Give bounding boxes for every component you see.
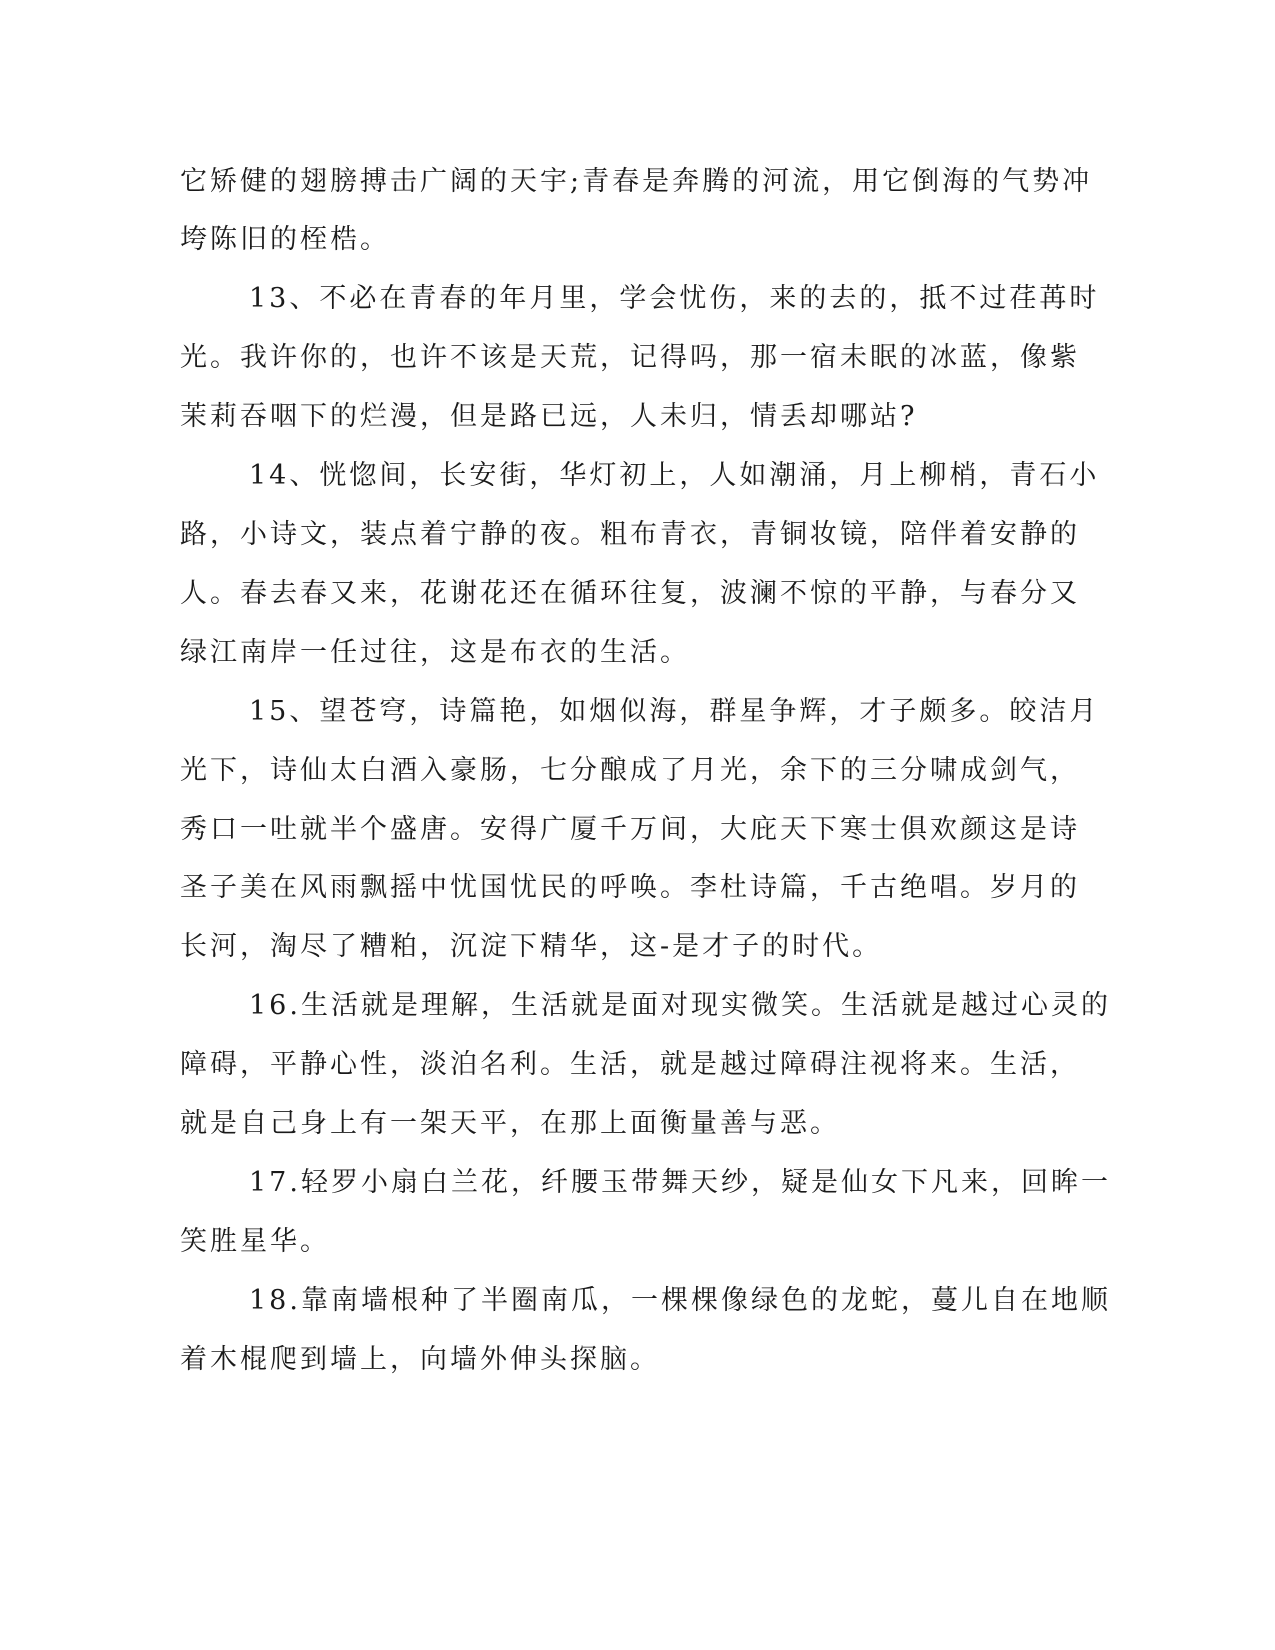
text-line: 就是自己身上有一架天平，在那上面衡量善与恶。 xyxy=(180,1108,840,1139)
text-line: 长河，淘尽了糟粕，沉淀下精华，这-是才子的时代。 xyxy=(180,931,883,962)
paragraph-18-first-line: 18.靠南墙根种了半圈南瓜，一棵棵像绿色的龙蛇，蔓儿自在地顺 xyxy=(249,1285,1111,1316)
text-line: 圣子美在风雨飘摇中忧国忧民的呼唤。李杜诗篇，千古绝唱。岁月的 xyxy=(180,872,1080,903)
text-line: 绿江南岸一任过往，这是布衣的生活。 xyxy=(180,637,690,668)
text-line: 它矫健的翅膀搏击广阔的天宇;青春是奔腾的河流，用它倒海的气势冲 xyxy=(180,166,1093,197)
text-line: 着木棍爬到墙上，向墙外伸头探脑。 xyxy=(180,1344,660,1375)
paragraph-14-first-line: 14、恍惚间，长安街，华灯初上，人如潮涌，月上柳梢，青石小 xyxy=(249,460,1100,491)
text-line: 光。我许你的，也许不该是天荒，记得吗，那一宿未眠的冰蓝，像紫 xyxy=(180,342,1080,373)
text-line: 光下，诗仙太白酒入豪肠，七分酿成了月光，余下的三分啸成剑气， xyxy=(180,755,1080,786)
text-line: 笑胜星华。 xyxy=(180,1226,330,1257)
text-line: 茉莉吞咽下的烂漫，但是路已远，人未归，情丢却哪站? xyxy=(180,401,918,432)
text-line: 秀口一吐就半个盛唐。安得广厦千万间，大庇天下寒士俱欢颜这是诗 xyxy=(180,814,1080,845)
text-line: 路，小诗文，装点着宁静的夜。粗布青衣，青铜妆镜，陪伴着安静的 xyxy=(180,519,1080,550)
text-line: 垮陈旧的桎梏。 xyxy=(180,224,390,255)
text-line: 障碍，平静心性，淡泊名利。生活，就是越过障碍注视将来。生活， xyxy=(180,1049,1080,1080)
paragraph-15-first-line: 15、望苍穹，诗篇艳，如烟似海，群星争辉，才子颇多。皎洁月 xyxy=(249,696,1100,727)
paragraph-16-first-line: 16.生活就是理解，生活就是面对现实微笑。生活就是越过心灵的 xyxy=(249,990,1111,1021)
paragraph-17-first-line: 17.轻罗小扇白兰花，纤腰玉带舞天纱，疑是仙女下凡来，回眸一 xyxy=(249,1167,1111,1198)
paragraph-13-first-line: 13、不必在青春的年月里，学会忧伤，来的去的，抵不过荏苒时 xyxy=(249,283,1100,314)
text-line: 人。春去春又来，花谢花还在循环往复，波澜不惊的平静，与春分又 xyxy=(180,578,1080,609)
